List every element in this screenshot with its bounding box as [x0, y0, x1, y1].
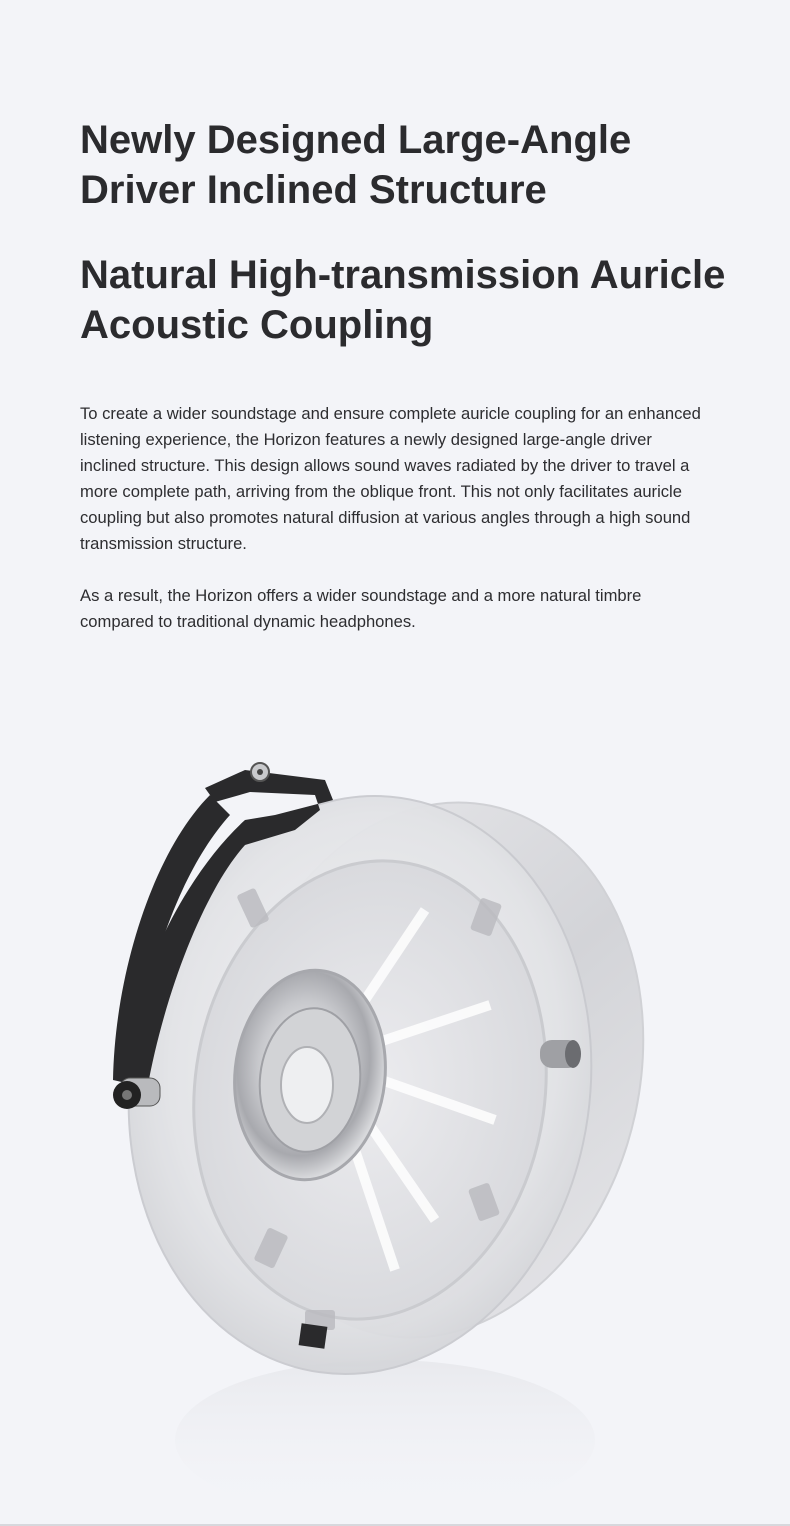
section-heading-driver-structure: Newly Designed Large-Angle Driver Inclined Structure	[80, 118, 632, 212]
bottom-pivot-screw	[113, 1078, 160, 1109]
section-heading-acoustic-coupling: Natural High-transmission Auricle Acoustic Coupling	[80, 253, 726, 347]
description-paragraph: To create a wider soundstage and ensure complete auricle coupling for an enhanced listening experience, the Horizon features a newly designed large-angle driver inclined structure. This design allows sound waves radiated by the driver to travel a more complete path, arriving from the oblique front. This not only facilitates auricle coupling but also promotes natural diffusion at various angles through a high sound transmission structure.	[80, 404, 701, 553]
side-pivot-pin	[540, 1040, 581, 1068]
reflection-shadow	[175, 1360, 595, 1520]
driver-center	[281, 1047, 333, 1123]
top-screw	[251, 763, 269, 781]
summary-paragraph: As a result, the Horizon offers a wider soundstage and a more natural timbre compared to traditional dynamic headphones.	[80, 586, 642, 631]
earcup-product-image	[95, 740, 675, 1526]
bottom-clip	[299, 1323, 328, 1348]
